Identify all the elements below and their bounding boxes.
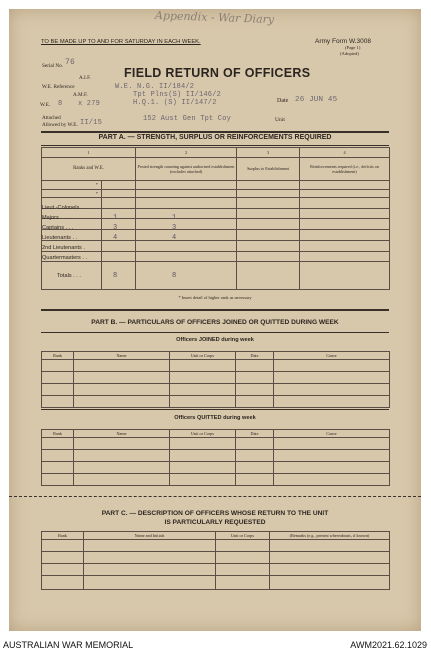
rank-row-label: Majors . . . . xyxy=(42,215,72,221)
attached-label: Attached xyxy=(42,115,61,121)
aif-label: A.I.F. xyxy=(79,75,91,81)
we-ref-line: Tpt Plns(S) II/146/2 xyxy=(133,91,222,99)
col-date: Date xyxy=(236,430,274,438)
col-number-4: 4 xyxy=(300,148,390,158)
document-sheet xyxy=(9,9,421,631)
allowed-value: II/15 xyxy=(80,119,103,127)
we-cell: 1 xyxy=(113,214,118,222)
col-unit: Unit or Corps xyxy=(170,430,236,438)
joined-title: Officers JOINED during week xyxy=(176,337,254,343)
part-a-sub-rule xyxy=(41,145,389,146)
we-ref-line: H.Q.1. (S) II/147/2 xyxy=(133,99,217,107)
strength-cell: 3 xyxy=(172,224,177,232)
rank-row-label: Quartermasters . . xyxy=(42,255,88,261)
rank-row-label: Lieut.-Colonels . . xyxy=(42,205,86,211)
col-rank: Rank xyxy=(42,430,74,438)
adopted-note: (Adopted) xyxy=(340,51,359,56)
footer-accession-number: AWM2021.62.1029 xyxy=(350,640,427,650)
col-unit: Unit or Corps xyxy=(216,532,270,540)
col-rank: Rank xyxy=(42,532,84,540)
quitted-title: Officers QUITTED during week xyxy=(174,415,256,421)
footer-institution: AUSTRALIAN WAR MEMORIAL xyxy=(3,640,134,650)
date-label: Date xyxy=(277,98,289,104)
unit-value: 152 Aust Gen Tpt Coy xyxy=(143,115,232,123)
date-value: 26 JUN 45 xyxy=(295,96,338,104)
x-value: x 279 xyxy=(78,100,101,108)
part-a-footnote: * Insert detail of higher rank as necessary xyxy=(178,295,252,300)
joined-table xyxy=(41,351,390,408)
col-unit: Unit or Corps xyxy=(170,352,236,360)
totals-label: Totals . . . xyxy=(57,273,81,279)
we-label: W.E. xyxy=(40,102,51,108)
part-a-title: PART A. — STRENGTH, SURPLUS OR REINFORCEMENTS REQUIRED xyxy=(98,134,332,141)
totals-we: 8 xyxy=(113,272,118,280)
col-header-strength: Posted strength counting against authorised establishment (excludes attached) xyxy=(136,157,237,180)
part-b-sub-rule xyxy=(41,332,389,333)
part-b-title: PART B. — PARTICULARS OF OFFICERS JOINED OR QUITTED DURING WEEK xyxy=(91,319,339,326)
allowed-label: Allowed by W.E. xyxy=(42,122,78,128)
rank-row-label: 2nd Lieutenants . xyxy=(42,245,85,251)
col-number-1: 1 xyxy=(42,148,136,158)
part-b-top-rule xyxy=(41,309,389,311)
requested-table xyxy=(41,531,390,590)
strength-cell: 4 xyxy=(172,234,177,242)
page-note: (Page 1) xyxy=(345,45,361,50)
we-reference-lines xyxy=(115,83,221,107)
we-cell: 3 xyxy=(113,224,118,232)
serial-value: 76 xyxy=(65,58,76,67)
unit-label: Unit xyxy=(275,117,285,123)
handwritten-annotation: Appendix - War Diary xyxy=(154,8,275,27)
rank-row-label: Lieutenants . . xyxy=(42,235,78,241)
col-name-initials: Name and Initials xyxy=(84,532,216,540)
strength-cell: 1 xyxy=(172,214,177,222)
we-reference-label: W.E. Reference xyxy=(42,84,75,90)
form-number: Army Form W.3008 xyxy=(315,38,371,45)
serial-label: Serial No. xyxy=(42,63,64,69)
rank-row-label: Captains . . . xyxy=(42,225,74,231)
totals-strength: 8 xyxy=(172,272,177,280)
form-title: FIELD RETURN OF OFFICERS xyxy=(124,66,311,80)
amf-label: A.M.F. xyxy=(73,92,88,98)
star-marker: * xyxy=(42,181,102,190)
col-number-2: 2 xyxy=(136,148,237,158)
col-name: Name xyxy=(74,430,170,438)
we-value: 8 xyxy=(58,100,63,108)
col-cause: Cause xyxy=(274,352,390,360)
col-header-surplus: Surplus to Establishment xyxy=(237,157,300,180)
col-cause: Cause xyxy=(274,430,390,438)
col-header-reinforcements: Reinforcements required (i.e., deficits on establishment) xyxy=(300,157,390,180)
tear-line xyxy=(9,496,421,497)
col-rank: Rank xyxy=(42,352,74,360)
we-cell: 4 xyxy=(113,234,118,242)
quitted-table xyxy=(41,429,390,486)
col-date: Date xyxy=(236,352,274,360)
col-number-3: 3 xyxy=(237,148,300,158)
we-ref-line: W.E. N.G. II/184/2 xyxy=(115,83,195,91)
quitted-top-rule xyxy=(41,409,389,410)
part-c-title xyxy=(9,509,421,527)
col-name: Name xyxy=(74,352,170,360)
col-remarks: (Remarks (e.g., present whereabouts, if known) xyxy=(270,532,390,540)
col-header-ranks: Ranks and W.E. xyxy=(42,157,136,180)
part-a-top-rule xyxy=(41,131,389,133)
star-marker: * xyxy=(42,189,102,198)
strength-table xyxy=(41,147,390,290)
made-up-note: TO BE MADE UP TO AND FOR SATURDAY IN EACH WEEK. xyxy=(41,39,201,45)
part-c-title-line2: IS PARTICULARLY REQUESTED xyxy=(164,519,266,526)
part-c-title-line1: PART C. — DESCRIPTION OF OFFICERS WHOSE RETURN TO THE UNIT xyxy=(101,510,329,517)
